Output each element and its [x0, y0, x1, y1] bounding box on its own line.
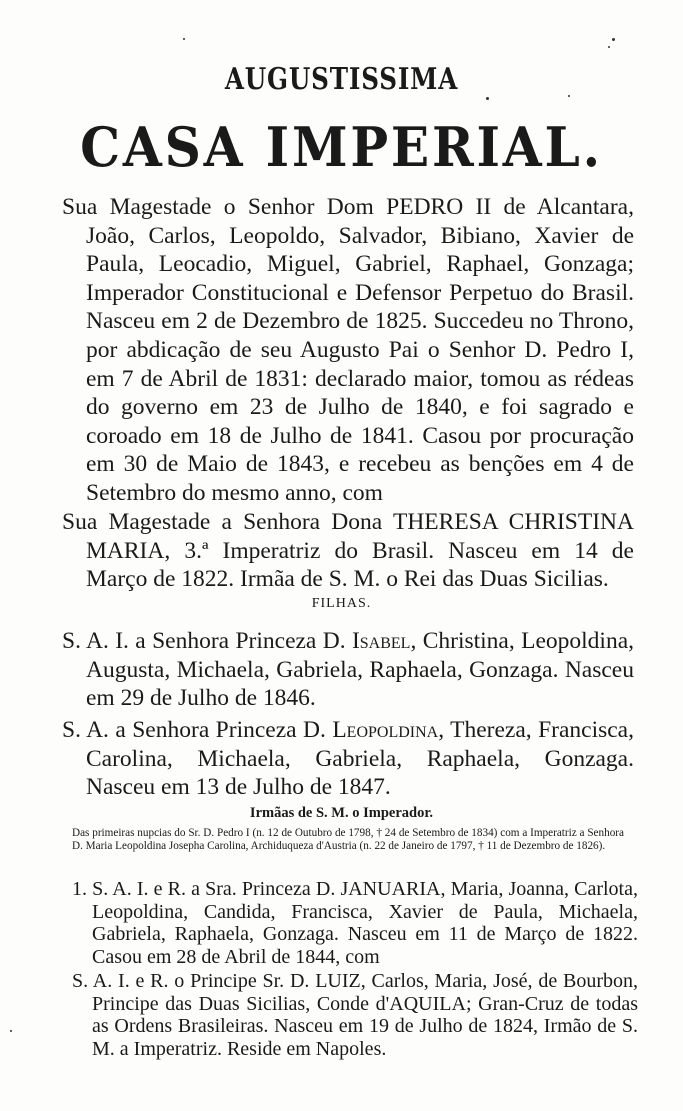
luiz-name-aquila: AQUILA	[389, 992, 466, 1015]
title-augustissima: AUGUSTISSIMA	[224, 62, 459, 97]
luiz-name: LUIZ	[315, 970, 361, 992]
entry-leopoldina	[62, 716, 634, 802]
empress-lead: Sua Magestade a Senhora Dona	[62, 509, 393, 535]
heading-filhas: FILHAS.	[311, 596, 372, 611]
print-speck	[608, 46, 610, 48]
januaria-name: JANUARIA	[340, 878, 441, 900]
luiz-text-2: ; Gran-Cruz de todas as Ordens Brasileiras. Nasceu em 19 de Julho de 1824, Irmão de S. M. a Imperatriz. Reside em Napoles.	[92, 992, 638, 1060]
leopoldina-name: Leopoldina	[332, 717, 439, 743]
empress-name: THERESA CHRISTINA MARIA,	[86, 509, 634, 564]
print-speck	[10, 1030, 12, 1032]
entry-empress	[62, 508, 634, 594]
leopoldina-lead: S. A. a Senhora Princeza D.	[62, 717, 333, 743]
heading-irmas: Irmãas de S. M. o Imperador.	[249, 805, 434, 821]
leopoldina-text: , Thereza, Francisca, Carolina, Michaela, Gabriela, Raphaela, Gonzaga. Nasceu em 13 de Julho de 1847.	[86, 717, 634, 801]
emperor-text: de Alcantara, João, Carlos, Leopoldo, Salvador, Bibiano, Xavier de Paula, Leocadio, Miguel, Gabriel, Raphael, Gonzaga; Imperador Constitucional e Defensor Perpetuo do Brasil. Nasceu em 2 de Dezembro de 1825. Succedeu no Throno, por abdicação de seu Augusto Pai o Senhor D. Pedro I, em 7 de Abril de 1831: declarado maior, tomou as rédeas do governo em 23 de Julho de 1840, e foi sagrado e coroado em 18 de Julho de 1841. Casou por procuração em 30 de Maio de 1843, e recebeu as benções em 4 de Setembro do mesmo anno, com	[86, 194, 634, 506]
isabel-text: , Christina, Leopoldina, Augusta, Michaela, Gabriela, Raphaela, Gonzaga. Nasceu em 29 de Julho de 1846.	[86, 628, 635, 712]
emperor-name: PEDRO II	[386, 194, 492, 220]
emperor-lead: Sua Magestade o Senhor Dom	[62, 194, 387, 220]
isabel-lead: S. A. I. a Senhora Princeza D.	[62, 628, 352, 654]
entry-emperor	[62, 193, 634, 508]
luiz-lead: S. A. I. e R. o Principe Sr. D.	[72, 970, 316, 992]
januaria-lead: 1. S. A. I. e R. a Sra. Princeza D.	[72, 878, 341, 900]
print-speck	[612, 38, 615, 41]
januaria-text: , Maria, Joanna, Carlota, Leopoldina, Candida, Francisca, Xavier de Paula, Michaela, Gabriela, Raphaela, Gonzaga. Nasceu em 11 de Março de 1822. Casou em 28 de Abril de 1844, com	[92, 878, 638, 968]
luiz-text: , Carlos, Maria, José, de Bourbon, Principe das Duas Sicilias, Conde d'	[92, 970, 638, 1015]
print-speck	[568, 95, 570, 97]
empress-text: 3.ª Imperatriz do Brasil. Nasceu em 14 de Março de 1822. Irmãa de S. M. o Rei das Duas Sicilias.	[86, 537, 634, 593]
print-speck	[486, 97, 489, 100]
entry-luiz	[72, 970, 638, 1060]
entry-januaria	[72, 878, 638, 968]
title-casa-imperial: CASA IMPERIAL.	[80, 115, 603, 179]
isabel-name: Isabel	[351, 628, 411, 654]
genealogy-note: Das primeiras nupcias do Sr. D. Pedro I (n. 12 de Outubro de 1798, † 24 de Setembro de 1834) com a Imperatriz a Senhora D. Maria Leopoldina Josepha Carolina, Archiduqueza d'Austria (n. 22 de Janeiro de 1797, † 11 de Dezembro de 1826).	[72, 827, 624, 852]
print-speck	[183, 38, 185, 40]
entry-isabel	[62, 627, 634, 713]
